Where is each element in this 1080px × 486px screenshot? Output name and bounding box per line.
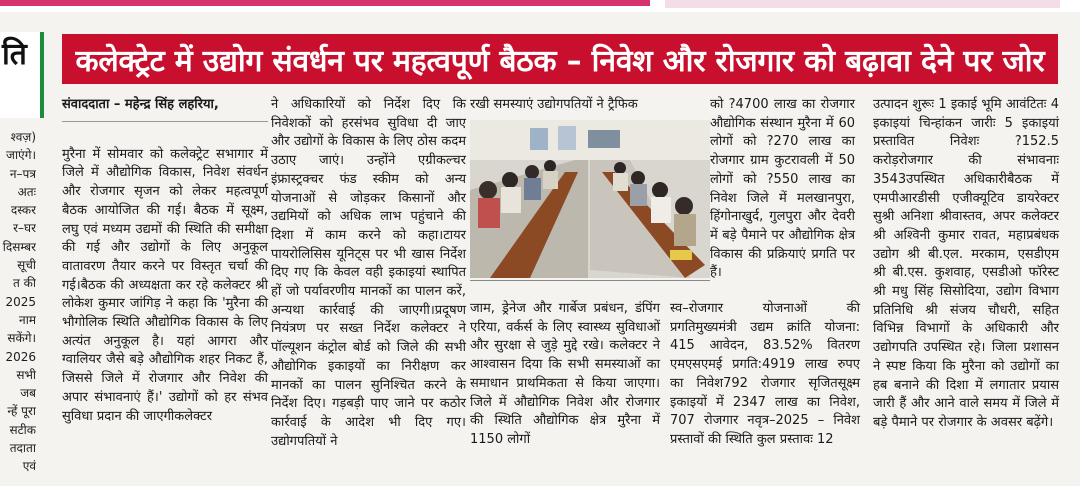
photo-divider — [470, 280, 710, 281]
adjacent-article-column — [0, 128, 36, 476]
top-banner-edge — [665, 0, 1060, 8]
adjacent-column-line: जब — [20, 386, 36, 401]
article-paragraph-4b: स्व–रोजगार योजनाओं की प्रगतिमुख्यमंत्री उद्यम क्रांति योजना: 415 आवेदन, 83.52% वितरण एमएसएमई प्रगति:4919 लाख रुपए का निवेश792 रोजगार सृजितसूक्ष्म इकाइयों में 2347 लाख का निवेश, 707 रोजगार नवृत्र–2025 – निवेश प्रस्तावों की स्थिति कुल प्रस्तावः 12 — [670, 301, 860, 447]
article-column-3-top — [470, 96, 660, 115]
top-color-bar — [0, 0, 650, 6]
article-column-1 — [62, 96, 268, 426]
article-column-4-top — [710, 96, 855, 283]
article-column-5 — [873, 96, 1059, 433]
headline: कलेक्ट्रेट में उद्योग संवर्धन पर महत्वपूर्ण बैठक – निवेश और रोजगार को बढ़ावा देने पर जोर — [75, 43, 1045, 79]
adjacent-headline-fragment: ति — [2, 37, 27, 72]
adjacent-column-line: 2026 — [5, 349, 36, 364]
adjacent-column-line: सकेंगे। — [7, 331, 36, 346]
article-column-3-bottom — [470, 300, 660, 450]
adjacent-column-line: त की — [13, 276, 36, 291]
article-paragraph-2: ने अधिकारियों को निर्देश दिए कि निवेशकों को हरसंभव सुविधा दी जाए और उद्योगों के विकास के लिए ठोस कदम उठाए जाएं। उन्होंने एग्रीकल्चर इंफ्रास्ट्रक्चर फंड स्कीम को अन्य योजनाओं से जोड़कर किसानों और उद्यमियों को अधिक लाभ पहुंचाने की दिशा में काम करने को कहा।टायर पायरोलिसिस यूनिट्स पर भी खास निर्देश दिए गए कि केवल वही इकाइयां स्थापित हों जो पर्यावरणीय मानकों का पालन करें, अन्यथा कार्रवाई की जाएगी।प्रदूषण नियंत्रण पर सख्त निर्देश कलेक्टर ने पॉल्यूशन कंट्रोल बोर्ड को जिले की सभी औद्योगिक इकाइयों का निरीक्षण कर मानकों का पालन सुनिश्चित करने के निर्देश दिए। गड़बड़ी पाए जाने पर कठोर कार्रवाई के आदेश भी दिए गए। उद्योगपतियों ने — [271, 97, 466, 449]
adjacent-column-line: एवं — [22, 459, 36, 474]
adjacent-column-line: 2025 — [5, 294, 36, 309]
adjacent-column-line: अतः — [17, 184, 36, 199]
adjacent-column-line: दिसम्बर — [2, 239, 36, 254]
article-paragraph-3a: रखी समस्याएं उद्योगपतियों ने ट्रैफिक — [470, 97, 638, 112]
article-column-4-bottom — [670, 300, 860, 450]
headline-banner — [62, 34, 1058, 84]
adjacent-column-line: नाम — [19, 312, 36, 327]
adjacent-column-line: न्हें पूरा — [7, 404, 36, 419]
article-column-2 — [271, 96, 466, 451]
adjacent-column-line: दस्कर — [10, 203, 36, 218]
adjacent-column-line: न–पत्र — [9, 166, 36, 181]
adjacent-column-line: तदाता — [9, 441, 36, 456]
article-paragraph-1: मुरैना में सोमवार को कलेक्ट्रेट सभागार में जिले में औद्योगिक विकास, निवेश संवर्धन और रोजगार सृजन को लेकर महत्वपूर्ण बैठक आयोजित की गई। बैठक में सूक्ष्म, लघु एवं मध्यम उद्यमों की स्थिति की समीक्षा की गई और उद्योगों के लिए अनुकूल वातावरण तैयार करने पर विस्तृत चर्चा की गई।बैठक की अध्यक्षता कर रहे कलेक्टर श्री लोकेश कुमार जांगिड़ ने कहा कि 'मुरैना की भौगोलिक स्थिति औद्योगिक विकास के लिए अत्यंत अनुकूल है। यहां आगरा और ग्वालियर जैसे बड़े औद्योगिक शहर निकट हैं, जिससे जिले में रोजगार और निवेश की अपार संभावनाएं हैं।' उद्योगों को हर संभव सुविधा प्रदान की जाएगीकलेक्टर — [62, 146, 268, 424]
article-paragraph-5: उत्पादन शुरूः 1 इकाई भूमि आवंटितः 4 इकाइयां चिन्हांकन जारीः 5 इकाइयां प्रस्तावित निवेशः ?152.5 करोड़रोजगार की संभावनाः 3543उपस्थित अधिकारीबैठक में एमपीआरडीसी एजीक्यूटिव डायरेक्टर सुश्री अनिशा श्रीवास्तव, अपर कलेक्टर श्री अश्विनी कुमार रावत, महाप्रबंधक उद्योग श्री बी.एल. मरकाम, एसडीएम श्री बी.एस. कुशवाह, एसडीओ फॉरेस्ट श्री मधु सिंह सिसोदिया, उद्योग विभाग प्रतिनिधि श्री संजय चौधरी, सहित विभिन्न विभागों के अधिकारी और उद्योगपति उपस्थित रहे। जिला प्रशासन ने स्पष्ट किया कि मुरैना को उद्योगों का हब बनाने की दिशा में लगातार प्रयास जारी हैं और आने वाले समय में जिले में बड़े पैमाने पर रोजगार के अवसर बढ़ेंगे। — [873, 97, 1059, 430]
adjacent-column-line: र–घर — [13, 221, 36, 236]
adjacent-column-line: सभी — [16, 367, 36, 382]
adjacent-column-line: श्वज़) — [10, 130, 36, 144]
article-paragraph-3b: जाम, ड्रेनेज और गार्बेज प्रबंधन, डंपिंग एरिया, वर्कर्स के लिए स्वास्थ्य सुविधाओं और सुरक्षा से जुड़े मुद्दे रखे। कलेक्टर ने आश्वासन दिया कि सभी समस्याओं का समाधान प्राथमिकता से किया जाएगा। जिले में औद्योगिक निवेश और रोजगार की स्थिति औद्योगिक क्षेत्र मुरैना में 1150 लोगों — [470, 301, 660, 447]
meeting-photo — [470, 120, 710, 278]
byline: संवाददाता – महेन्द्र सिंह लहरिया, — [62, 96, 268, 122]
meeting-photo-icon — [470, 120, 710, 278]
adjacent-column-line: सूची — [17, 258, 36, 273]
article-paragraph-4a: को ?4700 लाख का रोजगार औद्योगिक संस्थान मुरैना में 60 लोगों को ?270 लाख का रोजगार ग्राम कुटरावली में 50 लोगों को ?550 लाख का निवेश जिले में मलखानपुरा, हिंगोनाखुर्द, गुलपुरा और देवरी में बड़े पैमाने पर औद्योगिक क्षेत्र विकास की प्रक्रियाएं प्रगति पर हैं। — [710, 97, 855, 281]
adjacent-column-line: सटीक — [9, 422, 36, 437]
adjacent-column-line: जाएंगे। — [6, 148, 36, 163]
